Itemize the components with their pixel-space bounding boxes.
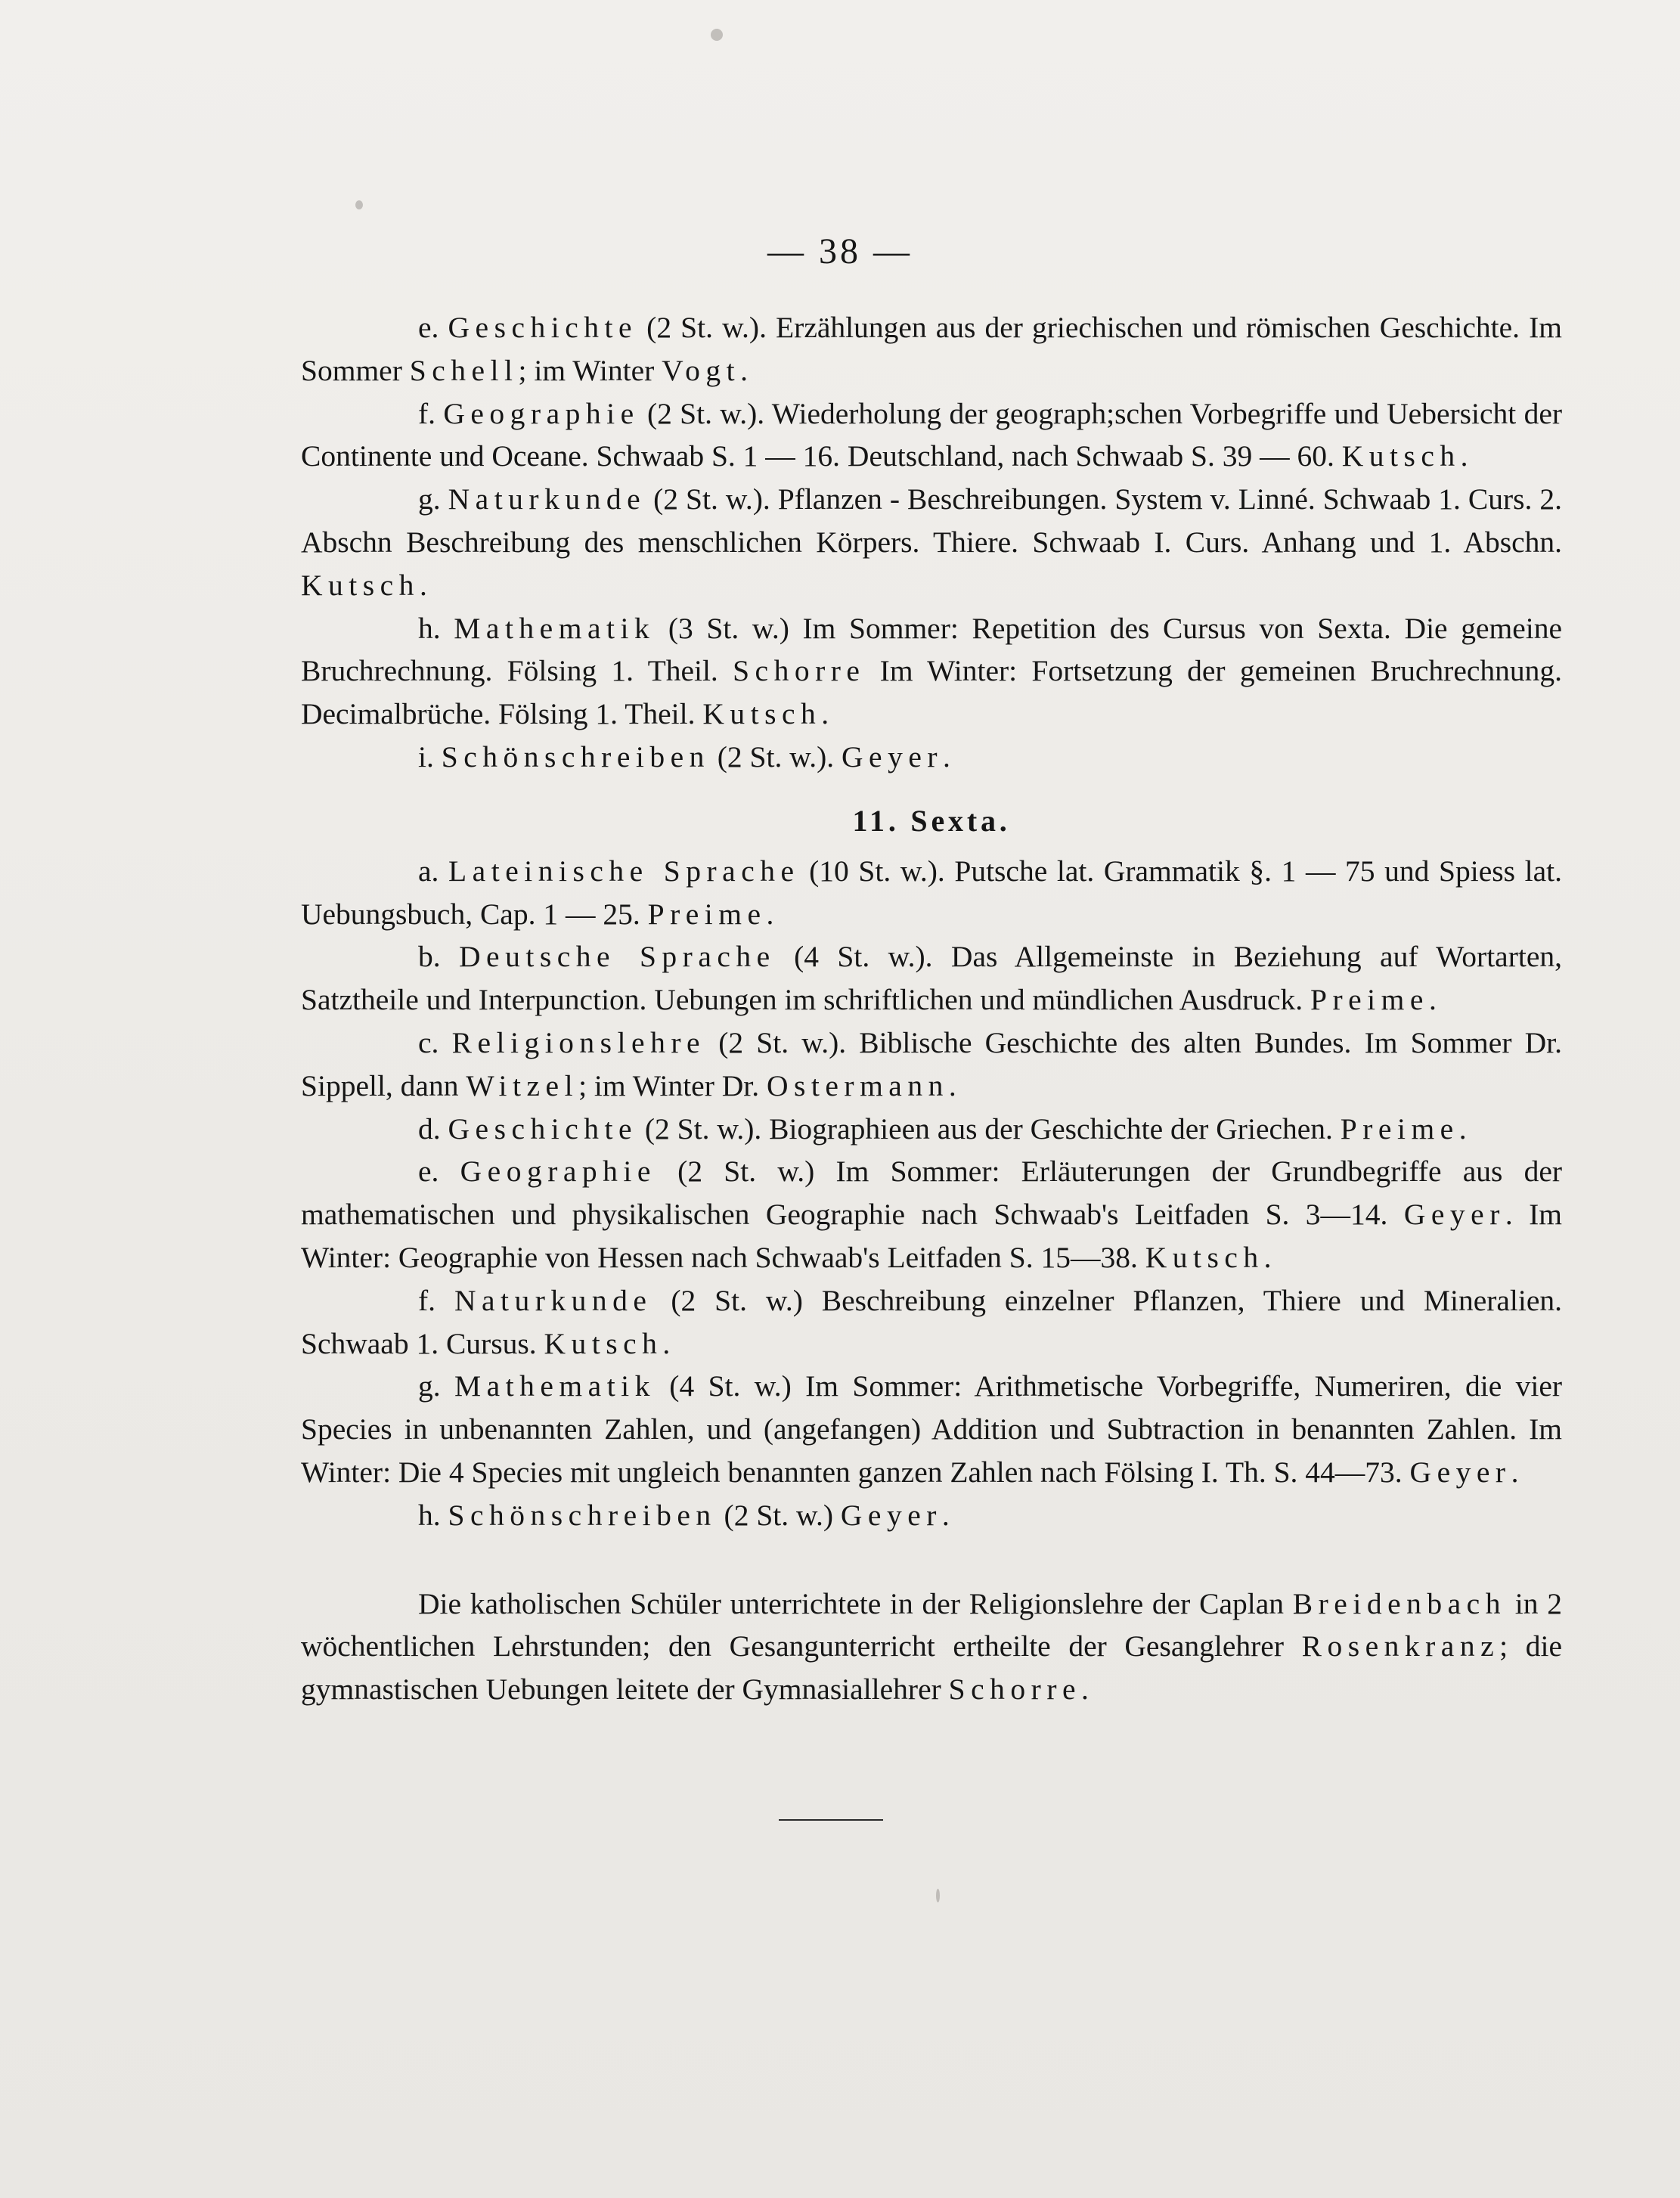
entry-details: (2 St. w.). Erzählungen aus der griechischen und römischen Geschichte. Im Sommer bbox=[301, 311, 1563, 387]
entry-end: . bbox=[821, 697, 829, 731]
entry-details: ; im Winter Dr. bbox=[578, 1068, 760, 1102]
teacher-name: Geyer bbox=[842, 739, 944, 773]
teacher-name: Kutsch bbox=[1145, 1240, 1264, 1274]
closing-text: . bbox=[1081, 1673, 1089, 1707]
entry-schoenschreiben-quarta bbox=[301, 736, 1562, 779]
entry-letter: g. bbox=[418, 1369, 441, 1403]
entry-details: ; im Winter bbox=[518, 353, 655, 387]
entry-lateinische-sprache bbox=[301, 850, 1562, 936]
entry-mathematik-sexta bbox=[301, 1365, 1562, 1493]
entry-letter: i. bbox=[418, 739, 434, 773]
teacher-name: Kutsch bbox=[1341, 439, 1461, 473]
entry-details: (2 St. w.). Pflanzen - Beschreibungen. System v. Linné. Schwaab 1. Curs. 2. Abschn Beschreibung des menschlichen Körpers. Thiere. Schwaab I. Curs. Anhang und 1. Abschn. bbox=[301, 482, 1563, 559]
teacher-name: Breidenbach bbox=[1292, 1586, 1506, 1620]
entry-geschichte-quarta bbox=[301, 306, 1562, 392]
entry-letter: h. bbox=[418, 611, 441, 645]
entry-end: . bbox=[419, 568, 427, 602]
entry-details: (2 St. w.). bbox=[717, 739, 835, 773]
teacher-name: Schorre bbox=[948, 1673, 1082, 1707]
entry-deutsche-sprache bbox=[301, 935, 1562, 1021]
entry-details: (2 St. w.). Biographieen aus der Geschichte der Griechen. bbox=[644, 1111, 1333, 1146]
entry-details: (2 St. w.). Wiederholung der geograph;schen Vorbegriffe und Uebersicht der Continente und Oceane. Schwaab S. 1 — 16. Deutschland, nach Schwaab S. 39 — 60. bbox=[301, 396, 1563, 473]
entry-details: (2 St. w.). Biblische Geschichte des alten Bundes. Im Sommer Dr. Sippell, dann bbox=[301, 1025, 1563, 1102]
entry-letter: b. bbox=[418, 940, 441, 974]
entry-letter: f. bbox=[418, 1283, 436, 1317]
entry-details: (2 St. w.) bbox=[724, 1498, 834, 1532]
paper-speck bbox=[936, 1889, 940, 1902]
teacher-name: Schell bbox=[409, 353, 519, 387]
entry-naturkunde-quarta bbox=[301, 478, 1562, 606]
entry-details: (4 St. w.). Das Allgemeinste in Beziehung auf Wortarten, Satztheile und Interpunction. Uebungen im schriftlichen und mündlichen Ausdruck. bbox=[301, 940, 1562, 1017]
subject-name: Geographie bbox=[443, 396, 640, 430]
entry-letter: c. bbox=[418, 1025, 439, 1059]
teacher-name: Preime bbox=[1340, 1111, 1459, 1146]
teacher-name: Vogt bbox=[662, 353, 741, 387]
subject-name: Mathematik bbox=[454, 611, 656, 645]
teacher-name: Kutsch bbox=[301, 568, 420, 602]
teacher-name: Rosenkranz bbox=[1301, 1629, 1500, 1663]
subject-name: Religionslehre bbox=[451, 1025, 706, 1059]
teacher-name: Geyer bbox=[1409, 1455, 1511, 1489]
entry-details: (4 St. w.) Im Sommer: Arithmetische Vorbegriffe, Numeriren, die vier Species in unbenannten Zahlen, und (angefangen) Addition und Subtraction in benannten Zahlen. Im Winter: Die 4 Species mit ungleich benannten ganzen Zahlen nach Fölsing I. Th. S. 44—73. bbox=[301, 1369, 1563, 1489]
entry-mathematik-quarta bbox=[301, 607, 1562, 736]
entry-end: . bbox=[766, 897, 774, 931]
subject-name: Mathematik bbox=[454, 1369, 656, 1403]
teacher-name: Schorre bbox=[733, 654, 866, 688]
entry-end: . bbox=[941, 1498, 950, 1532]
teacher-name: Witzel bbox=[466, 1068, 579, 1102]
entry-letter: e. bbox=[418, 311, 439, 344]
teacher-name: Geyer bbox=[1403, 1198, 1505, 1232]
paper-speck bbox=[711, 29, 723, 41]
entry-details: . Im Winter: Geographie von Hessen nach Schwaab's Leitfaden S. 15—38. bbox=[301, 1198, 1562, 1274]
teacher-name: Preime bbox=[1310, 983, 1429, 1017]
page-number: — 38 — bbox=[767, 231, 913, 271]
entry-schoenschreiben-sexta bbox=[301, 1494, 1562, 1537]
entry-letter: d. bbox=[418, 1111, 441, 1146]
entry-letter: g. bbox=[418, 482, 441, 516]
subject-name: Geschichte bbox=[448, 311, 638, 344]
entry-end: . bbox=[1458, 1111, 1467, 1146]
closing-text: in 2 wöchentlichen Lehrstunden; den Gesangunterricht ertheilte der Gesanglehrer bbox=[301, 1586, 1563, 1663]
subject-name: Geschichte bbox=[448, 1111, 638, 1146]
entry-end: . bbox=[1511, 1455, 1519, 1489]
entry-details: (10 St. w.). Putsche lat. Grammatik §. 1 — 75 und Spiess lat. Uebungsbuch, Cap. 1 — 25. bbox=[301, 854, 1562, 931]
entry-geographie-quarta bbox=[301, 392, 1562, 479]
entry-end: . bbox=[948, 1068, 956, 1102]
closing-rule bbox=[779, 1819, 883, 1821]
teacher-name: Geyer bbox=[840, 1498, 942, 1532]
entry-geschichte-sexta bbox=[301, 1108, 1562, 1151]
entry-end: . bbox=[1460, 439, 1468, 473]
teacher-name: Preime bbox=[647, 897, 767, 931]
entry-end: . bbox=[1263, 1240, 1272, 1274]
entry-letter: e. bbox=[418, 1155, 439, 1189]
subject-name: Deutsche Sprache bbox=[459, 940, 776, 974]
subject-name: Geographie bbox=[460, 1155, 656, 1189]
entry-details: (2 St. w.) Im Sommer: Erläuterungen der Grundbegriffe aus der mathematischen und physikalischen Geographie nach Schwaab's Leitfaden S. 3—14. bbox=[301, 1155, 1563, 1232]
entry-end: . bbox=[662, 1326, 671, 1360]
subject-name: Naturkunde bbox=[448, 482, 646, 516]
closing-paragraph bbox=[301, 1583, 1562, 1711]
entry-details: (3 St. w.) Im Sommer: Repetition des Cursus von Sexta. Die gemeine Bruchrechnung. Fölsing 1. Theil. bbox=[301, 611, 1563, 688]
teacher-name: Ostermann bbox=[766, 1068, 949, 1102]
subject-name: Lateinische Sprache bbox=[448, 854, 800, 888]
entry-letter: f. bbox=[418, 396, 436, 430]
subject-name: Schönschreiben bbox=[448, 1498, 717, 1532]
teacher-name: Kutsch bbox=[702, 697, 822, 731]
entry-letter: h. bbox=[418, 1498, 441, 1532]
entry-letter: a. bbox=[418, 854, 439, 888]
paper-speck bbox=[355, 200, 363, 209]
closing-text: Die katholischen Schüler unterrichtete in der Religionslehre der Caplan bbox=[418, 1586, 1285, 1620]
subject-name: Schönschreiben bbox=[441, 739, 710, 773]
entry-naturkunde-sexta bbox=[301, 1279, 1562, 1366]
entry-religionslehre bbox=[301, 1021, 1562, 1108]
entry-end: . bbox=[1428, 983, 1437, 1017]
section-heading-sexta: 11. Sexta. bbox=[852, 803, 1011, 838]
entry-end: . bbox=[740, 353, 748, 387]
subject-name: Naturkunde bbox=[454, 1283, 652, 1317]
closing-text: ; die gymnastischen Uebungen leitete der Gymnasiallehrer bbox=[301, 1629, 1563, 1707]
entry-details: Im Winter: Fortsetzung der gemeinen Bruchrechnung. Decimalbrüche. Fölsing 1. Theil. bbox=[301, 654, 1563, 731]
teacher-name: Kutsch bbox=[544, 1326, 663, 1360]
page-body bbox=[301, 306, 1562, 1711]
entry-geographie-sexta bbox=[301, 1150, 1562, 1279]
entry-details: (2 St. w.) Beschreibung einzelner Pflanzen, Thiere und Mineralien. Schwaab 1. Cursus. bbox=[301, 1283, 1563, 1360]
entry-end: . bbox=[943, 739, 950, 773]
